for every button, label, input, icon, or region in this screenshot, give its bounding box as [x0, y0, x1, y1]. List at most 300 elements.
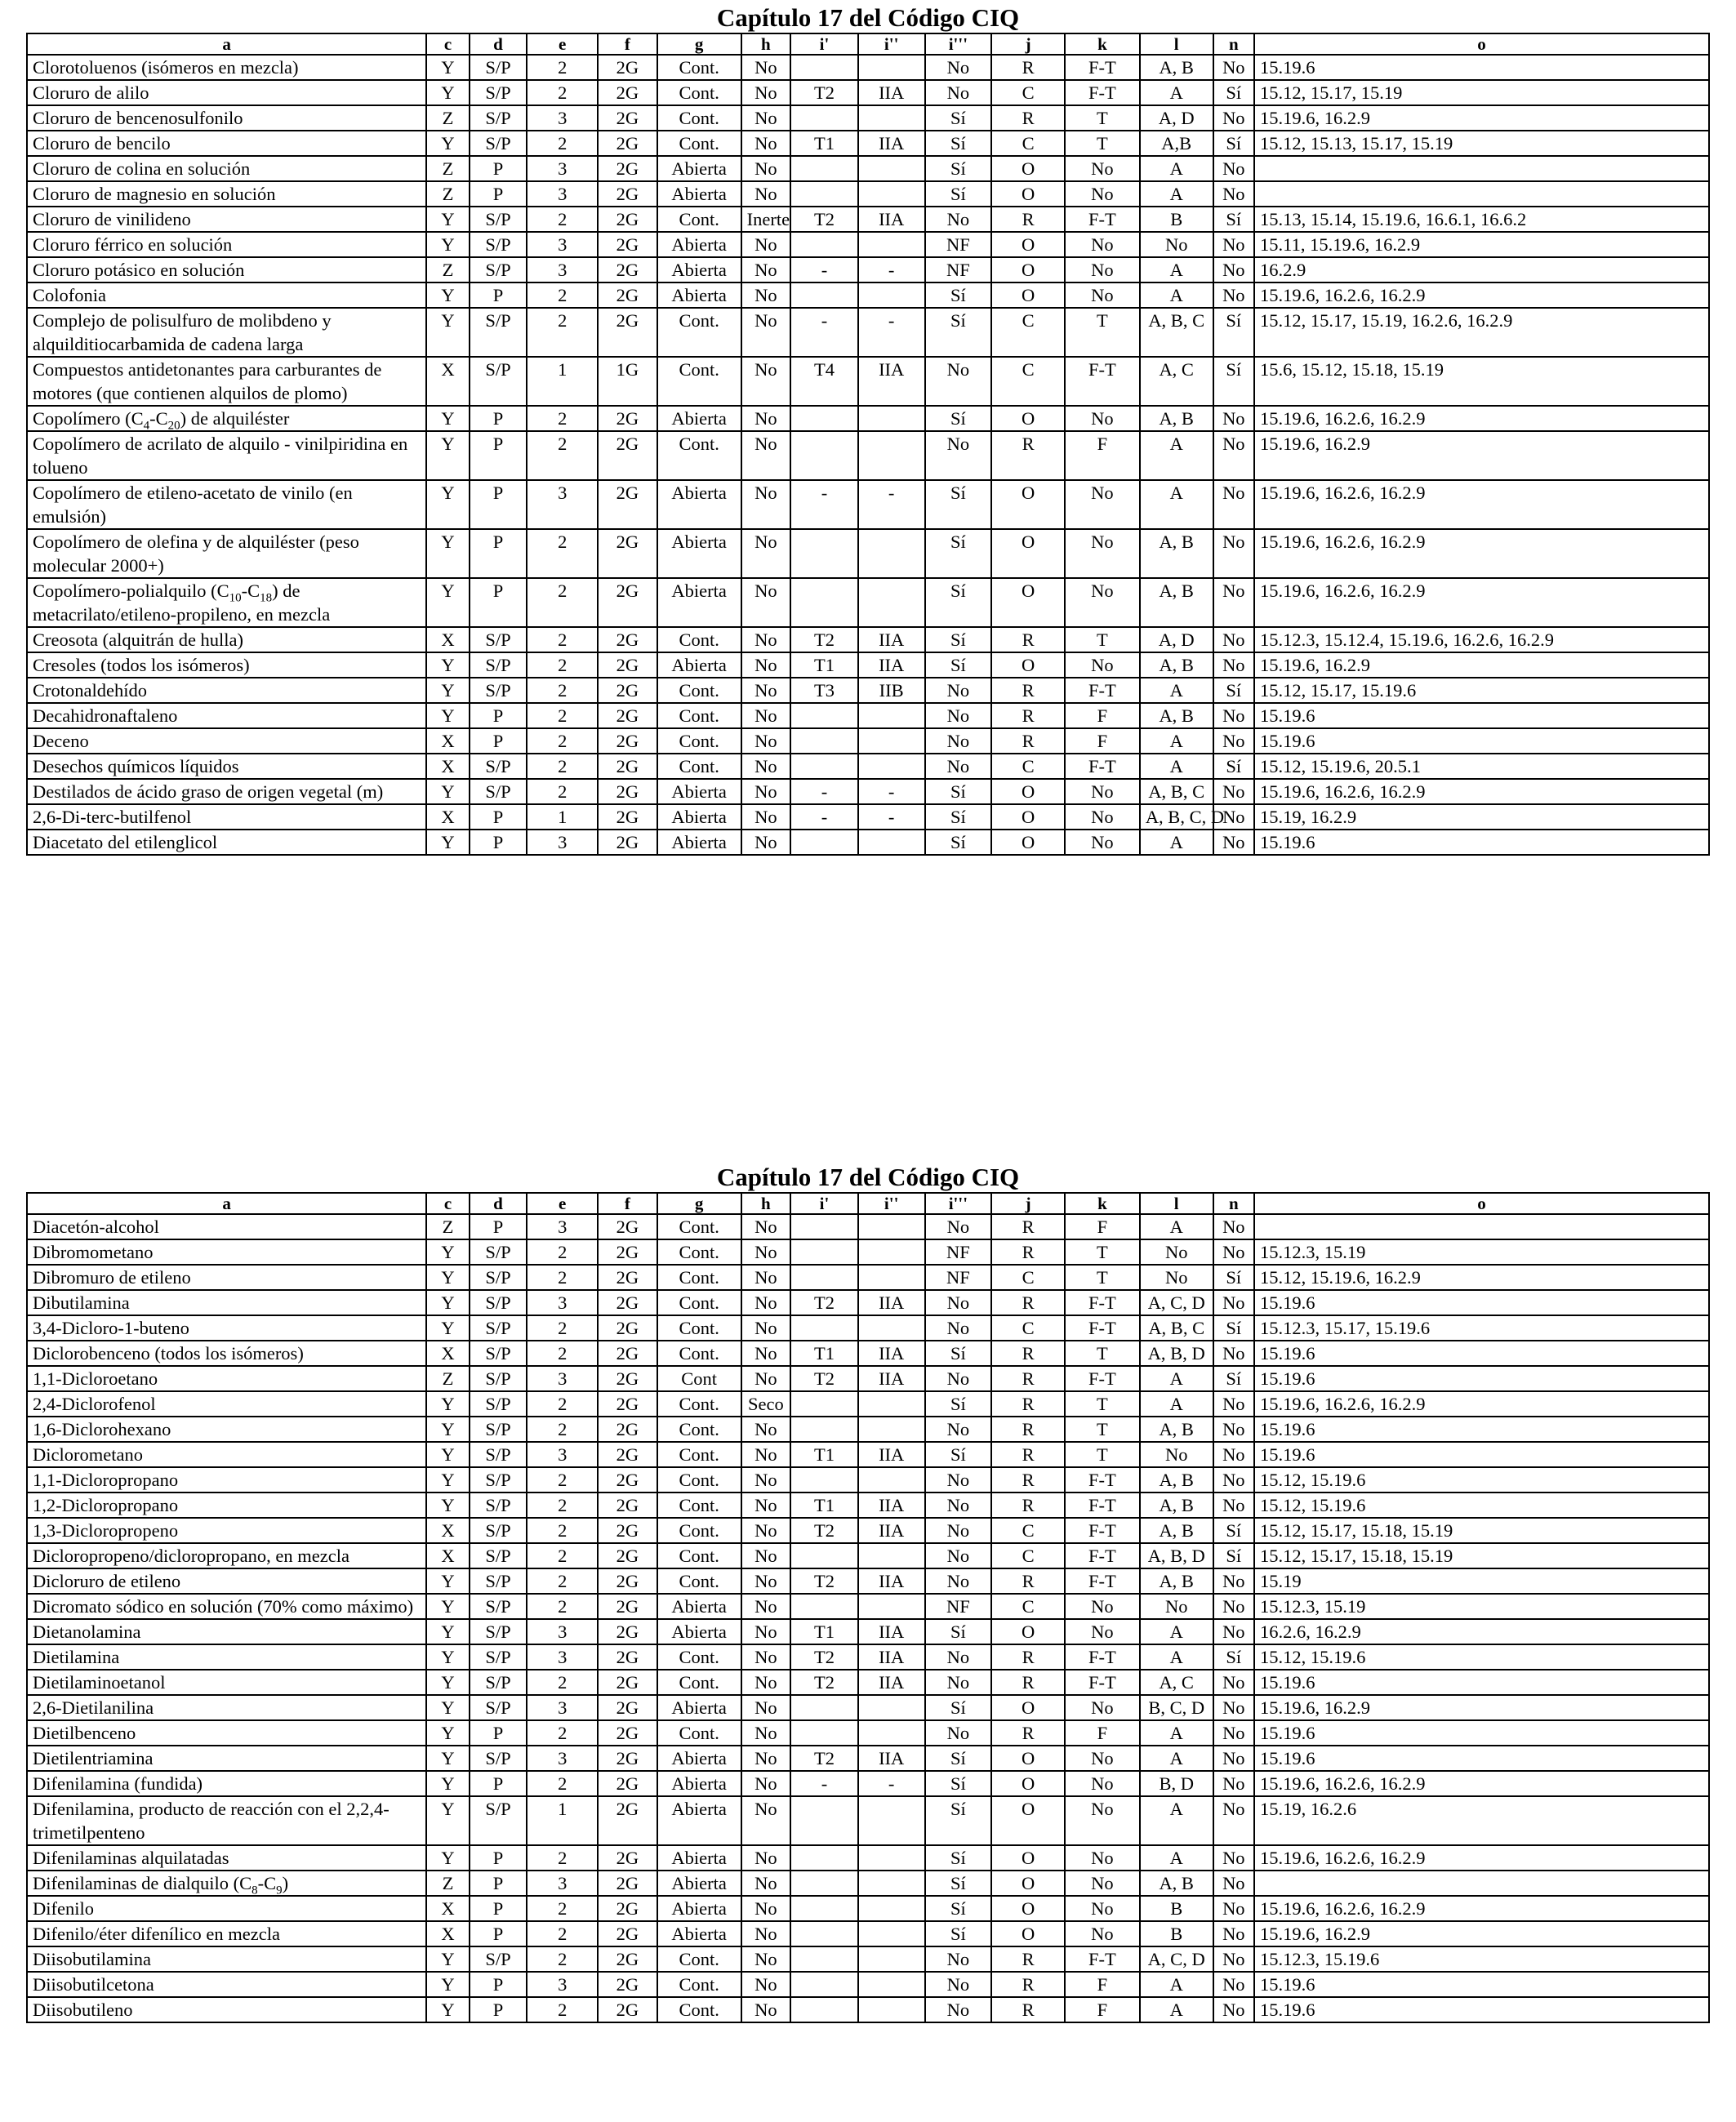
table-row	[27, 703, 1709, 728]
cell-g: Cont.	[657, 627, 741, 652]
table-row	[27, 1619, 1709, 1644]
cell-h: No	[741, 1619, 791, 1644]
cell-l: No	[1140, 232, 1213, 257]
cell-i2	[858, 578, 925, 627]
column-header-i2: i''	[858, 33, 925, 55]
cell-j: R	[991, 105, 1065, 131]
cell-i2	[858, 105, 925, 131]
cell-n: Sí	[1213, 80, 1254, 105]
cell-n: No	[1213, 779, 1254, 804]
cell-i1	[790, 1946, 858, 1972]
cell-i3: NF	[925, 1239, 992, 1265]
cell-c: X	[426, 1518, 469, 1543]
cell-g: Abierta	[657, 181, 741, 207]
cell-n: No	[1213, 156, 1254, 181]
cell-e: 2	[527, 207, 598, 232]
cell-l: A	[1140, 1845, 1213, 1871]
cell-e: 2	[527, 1670, 598, 1695]
cell-d: S/P	[470, 105, 527, 131]
cell-l: A, B	[1140, 406, 1213, 431]
cell-i3: Sí	[925, 308, 992, 357]
cell-g: Cont.	[657, 1391, 741, 1417]
cell-k: F	[1065, 728, 1140, 754]
table-row	[27, 1290, 1709, 1315]
cell-i2: IIB	[858, 678, 925, 703]
cell-d: S/P	[470, 357, 527, 406]
cell-n: No	[1213, 1417, 1254, 1442]
cell-g: Cont.	[657, 1670, 741, 1695]
cell-d: S/P	[470, 1467, 527, 1493]
cell-f: 2G	[598, 1568, 657, 1594]
cell-d: S/P	[470, 232, 527, 257]
cell-f: 2G	[598, 678, 657, 703]
cell-f: 2G	[598, 1239, 657, 1265]
cell-a: 1,3-Dicloropropeno	[27, 1518, 426, 1543]
table-row	[27, 131, 1709, 156]
cell-o: 15.12, 15.19.6, 20.5.1	[1254, 754, 1709, 779]
cell-c: Z	[426, 257, 469, 282]
cell-d: P	[470, 181, 527, 207]
cell-a: Difenilamina, producto de reacción con el 2,2,4-trimetilpenteno	[27, 1796, 426, 1845]
cell-a: Crotonaldehído	[27, 678, 426, 703]
table-row	[27, 1670, 1709, 1695]
cell-n: No	[1213, 529, 1254, 578]
column-header-e: e	[527, 1193, 598, 1214]
cell-k: No	[1065, 282, 1140, 308]
cell-c: Y	[426, 55, 469, 80]
cell-i3: No	[925, 1315, 992, 1341]
cell-h: No	[741, 1771, 791, 1796]
cell-g: Cont.	[657, 308, 741, 357]
cell-k: No	[1065, 480, 1140, 529]
cell-i3: Sí	[925, 480, 992, 529]
cell-k: T	[1065, 1391, 1140, 1417]
cell-l: A, C, D	[1140, 1946, 1213, 1972]
cell-j: R	[991, 1442, 1065, 1467]
cell-k: F-T	[1065, 1670, 1140, 1695]
cell-c: Y	[426, 678, 469, 703]
table-row	[27, 1366, 1709, 1391]
cell-n: Sí	[1213, 357, 1254, 406]
cell-e: 2	[527, 431, 598, 480]
cell-i2	[858, 1997, 925, 2022]
cell-h: No	[741, 1239, 791, 1265]
cell-h: No	[741, 1493, 791, 1518]
cell-e: 2	[527, 1845, 598, 1871]
cell-h: No	[741, 703, 791, 728]
cell-a: Cloruro de magnesio en solución	[27, 181, 426, 207]
cell-i3: Sí	[925, 830, 992, 855]
cell-d: P	[470, 1921, 527, 1946]
cell-i3: Sí	[925, 1341, 992, 1366]
cell-d: P	[470, 703, 527, 728]
cell-d: S/P	[470, 1265, 527, 1290]
cell-n: No	[1213, 652, 1254, 678]
cell-l: A, B	[1140, 1493, 1213, 1518]
cell-g: Abierta	[657, 1845, 741, 1871]
cell-l: A	[1140, 1972, 1213, 1997]
cell-i3: No	[925, 1290, 992, 1315]
cell-c: Y	[426, 779, 469, 804]
cell-f: 2G	[598, 804, 657, 830]
cell-k: F	[1065, 1720, 1140, 1746]
cell-i1	[790, 1997, 858, 2022]
table-row	[27, 406, 1709, 431]
cell-a: Creosota (alquitrán de hulla)	[27, 627, 426, 652]
cell-k: T	[1065, 105, 1140, 131]
cell-g: Abierta	[657, 1921, 741, 1946]
cell-i1	[790, 232, 858, 257]
cell-h: No	[741, 1341, 791, 1366]
cell-i3: No	[925, 1972, 992, 1997]
cell-i1: T2	[790, 1518, 858, 1543]
cell-a: Compuestos antidetonantes para carburantes de motores (que contienen alquilos de plomo)	[27, 357, 426, 406]
cell-g: Abierta	[657, 1594, 741, 1619]
cell-i2	[858, 1845, 925, 1871]
cell-d: S/P	[470, 754, 527, 779]
cell-f: 2G	[598, 1467, 657, 1493]
cell-j: O	[991, 480, 1065, 529]
cell-l: No	[1140, 1594, 1213, 1619]
cell-i1: T3	[790, 678, 858, 703]
cell-i2: IIA	[858, 357, 925, 406]
cell-i1	[790, 1214, 858, 1239]
cell-f: 2G	[598, 1442, 657, 1467]
cell-e: 2	[527, 1391, 598, 1417]
cell-i2: IIA	[858, 207, 925, 232]
cell-a: Cloruro potásico en solución	[27, 257, 426, 282]
cell-h: No	[741, 80, 791, 105]
cell-n: Sí	[1213, 308, 1254, 357]
table-row	[27, 1214, 1709, 1239]
cell-j: R	[991, 1972, 1065, 1997]
column-header-i3: i'''	[925, 33, 992, 55]
cell-h: No	[741, 1896, 791, 1921]
cell-f: 2G	[598, 1845, 657, 1871]
cell-i2: IIA	[858, 627, 925, 652]
cell-k: F-T	[1065, 1644, 1140, 1670]
cell-d: S/P	[470, 1239, 527, 1265]
cell-j: C	[991, 80, 1065, 105]
cell-f: 2G	[598, 1972, 657, 1997]
cell-n: No	[1213, 1946, 1254, 1972]
cell-a: Diclorometano	[27, 1442, 426, 1467]
cell-k: T	[1065, 308, 1140, 357]
cell-i1: T2	[790, 1366, 858, 1391]
cell-g: Cont.	[657, 1543, 741, 1568]
table-row	[27, 181, 1709, 207]
cell-n: No	[1213, 1896, 1254, 1921]
cell-c: Y	[426, 1997, 469, 2022]
cell-h: No	[741, 156, 791, 181]
cell-k: No	[1065, 1845, 1140, 1871]
cell-i3: Sí	[925, 1619, 992, 1644]
cell-i2	[858, 703, 925, 728]
cell-i3: NF	[925, 232, 992, 257]
cell-e: 2	[527, 728, 598, 754]
cell-n: No	[1213, 1467, 1254, 1493]
cell-g: Cont.	[657, 131, 741, 156]
cell-d: S/P	[470, 678, 527, 703]
cell-k: No	[1065, 1619, 1140, 1644]
cell-i3: Sí	[925, 1896, 992, 1921]
cell-i1: T2	[790, 80, 858, 105]
cell-l: A, B	[1140, 1467, 1213, 1493]
cell-h: No	[741, 1845, 791, 1871]
cell-n: No	[1213, 1695, 1254, 1720]
cell-f: 2G	[598, 1518, 657, 1543]
cell-a: Dicloropropeno/dicloropropano, en mezcla	[27, 1543, 426, 1568]
cell-e: 2	[527, 1921, 598, 1946]
cell-d: S/P	[470, 779, 527, 804]
table-row	[27, 830, 1709, 855]
cell-c: Y	[426, 1239, 469, 1265]
cell-f: 2G	[598, 754, 657, 779]
cell-a: Destilados de ácido graso de origen vegetal (m)	[27, 779, 426, 804]
cell-a: Clorotoluenos (isómeros en mezcla)	[27, 55, 426, 80]
cell-f: 2G	[598, 232, 657, 257]
cell-h: Seco	[741, 1391, 791, 1417]
cell-a: 2,4-Diclorofenol	[27, 1391, 426, 1417]
cell-i3: Sí	[925, 1391, 992, 1417]
cell-o	[1254, 1871, 1709, 1896]
cell-i2: IIA	[858, 131, 925, 156]
cell-n: No	[1213, 1442, 1254, 1467]
cell-a: Diisobutilcetona	[27, 1972, 426, 1997]
cell-i3: NF	[925, 1265, 992, 1290]
cell-k: T	[1065, 1341, 1140, 1366]
cell-a: Cloruro férrico en solución	[27, 232, 426, 257]
cell-i3: No	[925, 728, 992, 754]
cell-j: O	[991, 1845, 1065, 1871]
cell-g: Cont.	[657, 1290, 741, 1315]
cell-n: No	[1213, 578, 1254, 627]
cell-i2	[858, 1467, 925, 1493]
table-row	[27, 754, 1709, 779]
cell-i3: No	[925, 678, 992, 703]
cell-j: C	[991, 754, 1065, 779]
cell-g: Abierta	[657, 1771, 741, 1796]
table-row	[27, 1644, 1709, 1670]
cell-e: 2	[527, 1518, 598, 1543]
cell-l: A, D	[1140, 105, 1213, 131]
cell-d: S/P	[470, 1644, 527, 1670]
cell-c: Y	[426, 406, 469, 431]
table-row	[27, 678, 1709, 703]
cell-g: Abierta	[657, 480, 741, 529]
cell-f: 2G	[598, 80, 657, 105]
cell-d: S/P	[470, 55, 527, 80]
cell-h: No	[741, 1467, 791, 1493]
cell-e: 1	[527, 804, 598, 830]
cell-i1: -	[790, 480, 858, 529]
cell-o: 15.12, 15.17, 15.19, 16.2.6, 16.2.9	[1254, 308, 1709, 357]
cell-i3: Sí	[925, 1845, 992, 1871]
cell-e: 2	[527, 578, 598, 627]
table-row	[27, 804, 1709, 830]
cell-i2	[858, 529, 925, 578]
cell-h: No	[741, 1921, 791, 1946]
cell-n: No	[1213, 1391, 1254, 1417]
cell-e: 2	[527, 678, 598, 703]
cell-c: Y	[426, 1796, 469, 1845]
table-row	[27, 578, 1709, 627]
cell-o: 15.12, 15.17, 15.19	[1254, 80, 1709, 105]
cell-d: S/P	[470, 207, 527, 232]
cell-e: 3	[527, 1619, 598, 1644]
cell-n: Sí	[1213, 131, 1254, 156]
cell-h: No	[741, 1871, 791, 1896]
cell-l: A	[1140, 1366, 1213, 1391]
cell-c: Y	[426, 529, 469, 578]
cell-i1: T2	[790, 627, 858, 652]
cell-f: 2G	[598, 181, 657, 207]
cell-c: X	[426, 728, 469, 754]
cell-e: 2	[527, 55, 598, 80]
cell-i2	[858, 754, 925, 779]
cell-i2	[858, 232, 925, 257]
cell-h: No	[741, 480, 791, 529]
cell-g: Cont.	[657, 431, 741, 480]
cell-c: Y	[426, 1845, 469, 1871]
cell-a: Dietanolamina	[27, 1619, 426, 1644]
cell-i2	[858, 1239, 925, 1265]
cell-h: No	[741, 1442, 791, 1467]
table-row	[27, 728, 1709, 754]
table-row	[27, 207, 1709, 232]
cell-k: F-T	[1065, 1946, 1140, 1972]
cell-e: 2	[527, 1594, 598, 1619]
cell-c: Y	[426, 1442, 469, 1467]
cell-k: No	[1065, 406, 1140, 431]
cell-n: No	[1213, 728, 1254, 754]
cell-h: No	[741, 1518, 791, 1543]
table-row	[27, 1695, 1709, 1720]
cell-n: No	[1213, 1239, 1254, 1265]
cell-c: Z	[426, 1366, 469, 1391]
column-header-j: j	[991, 1193, 1065, 1214]
cell-i3: Sí	[925, 1796, 992, 1845]
cell-e: 2	[527, 703, 598, 728]
cell-i3: NF	[925, 1594, 992, 1619]
cell-g: Cont.	[657, 1720, 741, 1746]
cell-g: Abierta	[657, 1746, 741, 1771]
cell-e: 2	[527, 1239, 598, 1265]
header-row	[27, 1193, 1709, 1214]
cell-o: 15.19.6	[1254, 1417, 1709, 1442]
cell-g: Abierta	[657, 1896, 741, 1921]
cell-o: 16.2.9	[1254, 257, 1709, 282]
cell-h: No	[741, 627, 791, 652]
cell-e: 3	[527, 1644, 598, 1670]
cell-d: S/P	[470, 1695, 527, 1720]
cell-i2: IIA	[858, 1493, 925, 1518]
cell-i1	[790, 431, 858, 480]
cell-j: O	[991, 282, 1065, 308]
cell-h: No	[741, 181, 791, 207]
cell-j: C	[991, 131, 1065, 156]
cell-n: No	[1213, 431, 1254, 480]
cell-k: No	[1065, 232, 1140, 257]
cell-e: 3	[527, 257, 598, 282]
cell-c: Y	[426, 1594, 469, 1619]
table-row	[27, 232, 1709, 257]
cell-f: 2G	[598, 652, 657, 678]
cell-h: No	[741, 830, 791, 855]
cell-j: R	[991, 1997, 1065, 2022]
cell-k: No	[1065, 1695, 1140, 1720]
cell-n: No	[1213, 1796, 1254, 1845]
cell-l: B, C, D	[1140, 1695, 1213, 1720]
cell-h: No	[741, 1972, 791, 1997]
cell-f: 2G	[598, 578, 657, 627]
cell-i1: T1	[790, 131, 858, 156]
cell-n: No	[1213, 1290, 1254, 1315]
cell-o: 15.12, 15.19.6	[1254, 1493, 1709, 1518]
column-header-a: a	[27, 33, 426, 55]
cell-i3: No	[925, 1568, 992, 1594]
cell-n: Sí	[1213, 754, 1254, 779]
cell-e: 2	[527, 627, 598, 652]
cell-k: T	[1065, 131, 1140, 156]
cell-a: 1,1-Dicloropropano	[27, 1467, 426, 1493]
cell-i2: IIA	[858, 1518, 925, 1543]
cell-i2: IIA	[858, 80, 925, 105]
cell-l: A	[1140, 1796, 1213, 1845]
cell-n: No	[1213, 1972, 1254, 1997]
cell-d: S/P	[470, 257, 527, 282]
cell-n: No	[1213, 1670, 1254, 1695]
cell-o: 15.12, 15.19.6	[1254, 1644, 1709, 1670]
cell-g: Cont.	[657, 1568, 741, 1594]
cell-e: 2	[527, 131, 598, 156]
cell-o: 15.19.6	[1254, 55, 1709, 80]
cell-d: S/P	[470, 627, 527, 652]
cell-k: No	[1065, 1771, 1140, 1796]
cell-l: A, B	[1140, 1871, 1213, 1896]
cell-l: A	[1140, 1720, 1213, 1746]
cell-i2: -	[858, 1771, 925, 1796]
cell-k: F-T	[1065, 678, 1140, 703]
cell-j: O	[991, 1896, 1065, 1921]
cell-k: No	[1065, 578, 1140, 627]
cell-g: Cont.	[657, 703, 741, 728]
cell-j: O	[991, 1695, 1065, 1720]
cell-h: No	[741, 779, 791, 804]
cell-n: No	[1213, 830, 1254, 855]
cell-l: A, B	[1140, 55, 1213, 80]
cell-k: No	[1065, 257, 1140, 282]
cell-i1: T2	[790, 1290, 858, 1315]
cell-i1	[790, 1265, 858, 1290]
cell-i2	[858, 1594, 925, 1619]
cell-c: Y	[426, 1493, 469, 1518]
cell-e: 2	[527, 529, 598, 578]
cell-i1	[790, 830, 858, 855]
cell-i2	[858, 1972, 925, 1997]
cell-i3: Sí	[925, 627, 992, 652]
cell-o: 15.6, 15.12, 15.18, 15.19	[1254, 357, 1709, 406]
cell-d: S/P	[470, 1594, 527, 1619]
cell-o: 15.19.6, 16.2.6, 16.2.9	[1254, 480, 1709, 529]
cell-f: 2G	[598, 105, 657, 131]
cell-o: 15.12.3, 15.19.6	[1254, 1946, 1709, 1972]
cell-i1	[790, 728, 858, 754]
cell-k: T	[1065, 1265, 1140, 1290]
cell-h: No	[741, 1746, 791, 1771]
cell-e: 2	[527, 1771, 598, 1796]
cell-o: 15.19.6	[1254, 703, 1709, 728]
